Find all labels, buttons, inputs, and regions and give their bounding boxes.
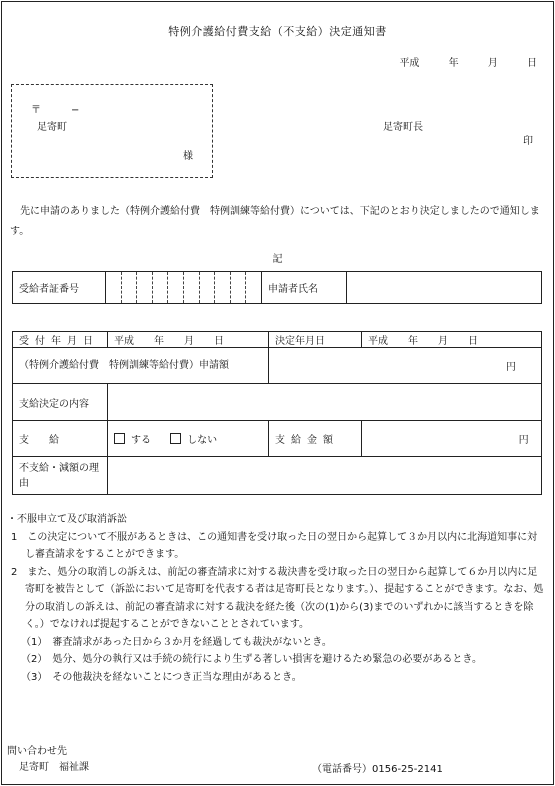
claim-label: （特例介護給付費 特例訓練等給付費）申請額 (13, 348, 269, 384)
notes-heading: ・不服申立て及び取消訴訟 (7, 514, 127, 525)
date-era: 平成 (399, 58, 420, 69)
issuer-name: 足寄町長 (383, 122, 423, 133)
addressee-town: 足寄町 (37, 122, 67, 133)
addressee-honorific: 様 (183, 151, 193, 162)
contact-dept: 足寄町 福祉課 (19, 762, 89, 773)
pay-yes-label: する (131, 435, 151, 446)
document-title: 特例介護給付費支給（不支給）決定通知書 (168, 25, 387, 38)
receipt-date-label: 受付年月日 (13, 332, 108, 348)
postal-mark: 〒 − (31, 105, 80, 116)
pay-no-label: しない (187, 435, 218, 446)
applicant-name-label: 申請者氏名 (262, 272, 347, 304)
amount-field[interactable] (362, 421, 542, 457)
recipient-no-field[interactable] (106, 272, 262, 304)
applicant-name-field[interactable] (347, 272, 542, 304)
decision-date-label: 決定年月日 (269, 332, 362, 348)
decision-table (12, 331, 542, 495)
checkbox-pay-no[interactable] (170, 433, 181, 444)
date-month: 月 (487, 58, 498, 69)
claim-yen: 円 (505, 362, 516, 373)
decision-date-value[interactable]: 平成 年 月 日 (362, 332, 542, 348)
payment-label: 支 給 (13, 421, 108, 457)
recipient-table (12, 271, 542, 304)
date-day: 日 (527, 58, 537, 69)
contact-phone: （電話番号）0156-25-2141 (312, 764, 443, 775)
payment-options (108, 421, 269, 457)
checkbox-pay-yes[interactable] (114, 433, 125, 444)
amount-yen: 円 (518, 435, 529, 446)
reason-field[interactable] (108, 457, 542, 495)
decision-content-label: 支給決定の内容 (13, 384, 108, 421)
decision-content-field[interactable] (108, 384, 542, 421)
address-window (11, 84, 213, 178)
notes-item-2: 2 また、処分の取消しの訴えは、前記の審査請求に対する裁決書を受け取った日の翌日から起算して６か月以内に足寄町を被告として（訴訟において足寄町を代表する者は足寄町長となります。）、提起することができます。なお、処分の取消しの訴えは、前記の審査請求に対する裁決を経た後（次の(1)から(3)までのいずれかに該当するときを除く。）でなければ提起することができないこととされています。 (11, 566, 544, 630)
notes-item-1: 1 この決定について不服があるときは、この通知書を受け取った日の翌日から起算して３か月以内に北海道知事に対し審査請求をすることができます。 (11, 531, 538, 560)
notes-sub-2: （2） 処分、処分の執行又は手続の続行により生ずる著しい損害を避けるため緊急の必要があるとき。 (21, 654, 482, 665)
ki-heading: 記 (272, 254, 283, 265)
recipient-no-label: 受給者証番号 (13, 272, 106, 304)
date-year: 年 (448, 58, 459, 69)
receipt-date-value[interactable]: 平成 年 月 日 (108, 332, 269, 348)
notes-sub-1: （1） 審査請求があった日から３か月を経過しても裁決がないとき。 (21, 636, 332, 648)
claim-amount-field[interactable] (269, 348, 542, 384)
notes-sub-3: （3） その他裁決を経ないことにつき正当な理由があるとき。 (21, 671, 302, 683)
reason-label: 不支給・減額の理由 (13, 457, 108, 495)
amount-label: 支給金額 (269, 421, 362, 457)
contact-block (7, 744, 89, 776)
intro-paragraph: 先に申請のありました（特例介護給付費 特例訓練等給付費）については、下記のとおり決定しましたので通知します。 (10, 206, 540, 237)
issue-date (373, 54, 537, 69)
seal-mark: 印 (523, 136, 533, 147)
contact-heading: 問い合わせ先 (7, 746, 67, 757)
appeal-notes (7, 511, 547, 686)
